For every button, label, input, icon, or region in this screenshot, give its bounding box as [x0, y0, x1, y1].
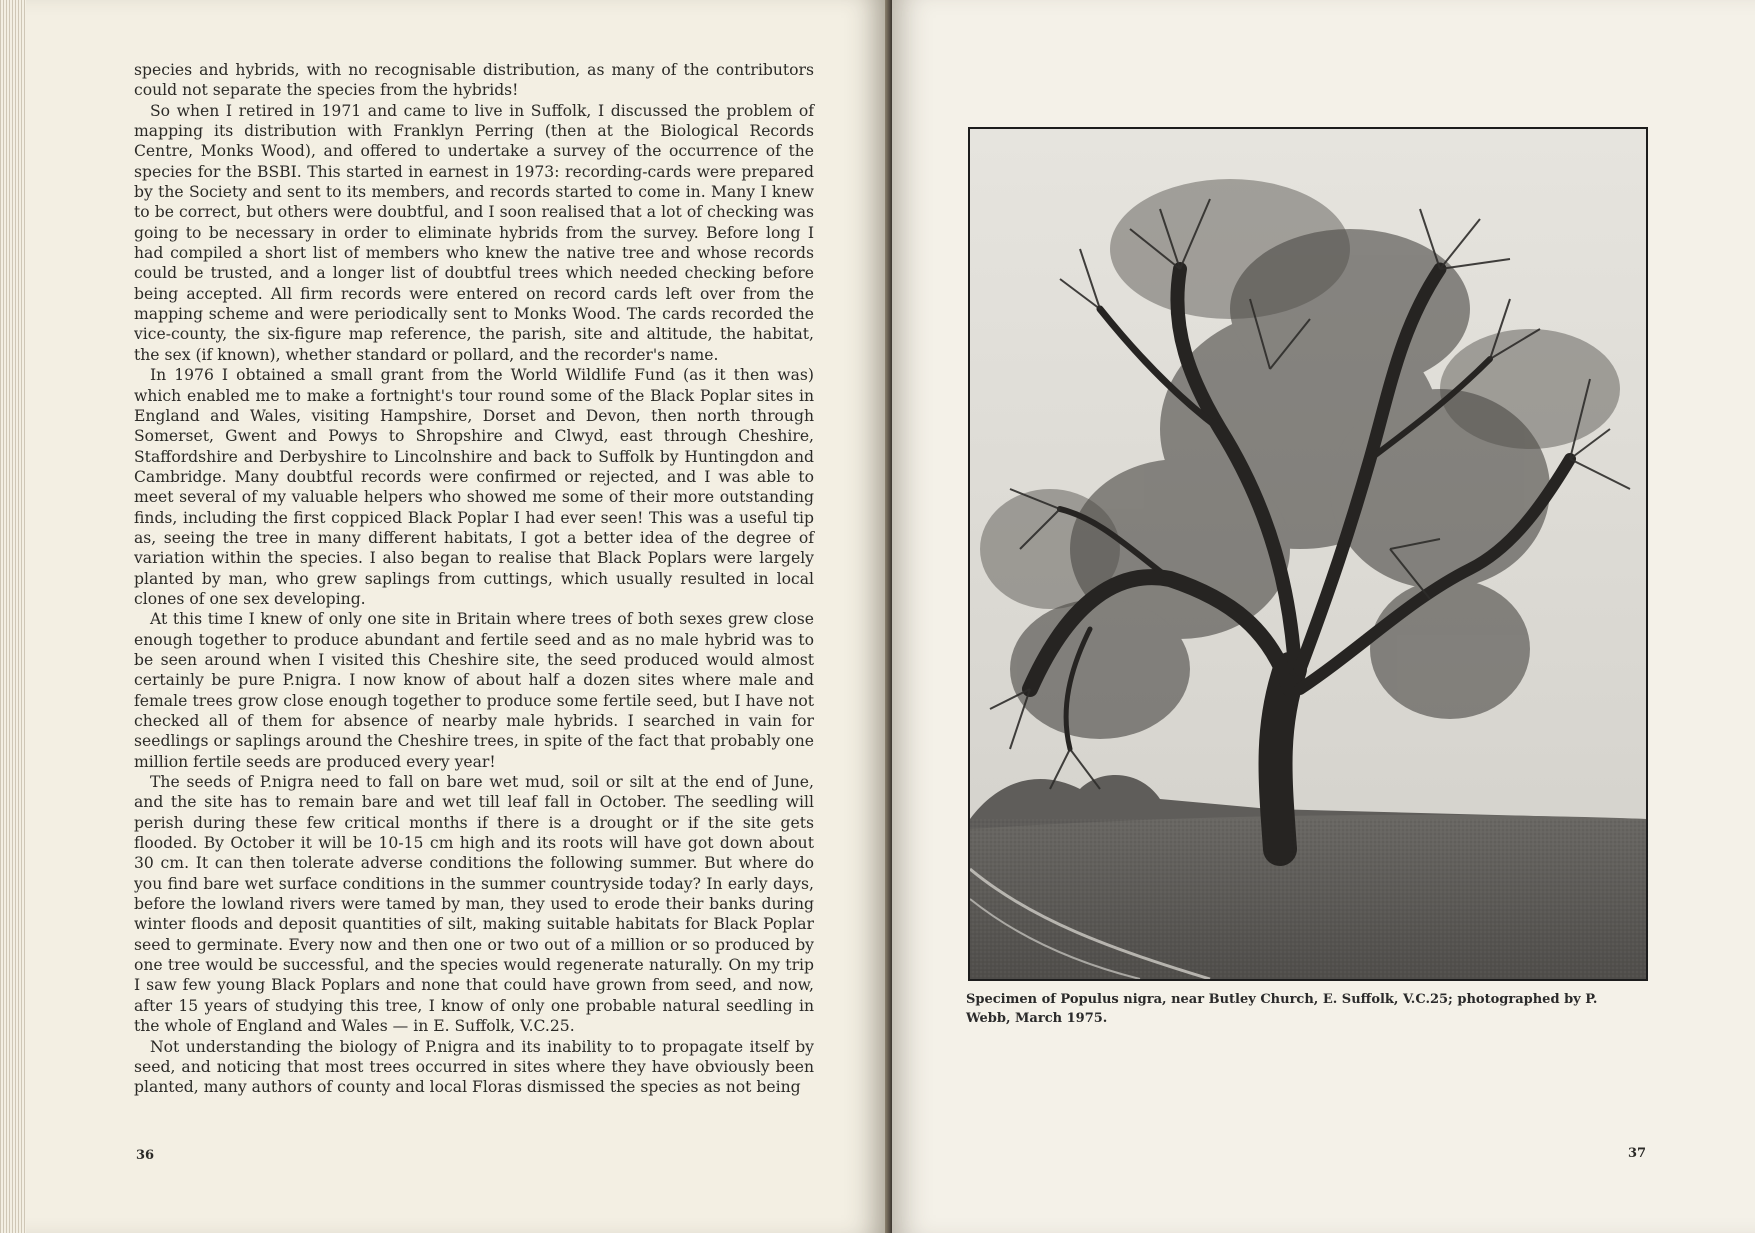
body-text	[134, 60, 814, 1098]
book-gutter	[885, 0, 892, 1233]
paragraph: species and hybrids, with no recognisable distribution, as many of the contributors could not separate the species from the hybrids!	[134, 61, 814, 100]
page-edges	[0, 0, 26, 1233]
paragraph: Not understanding the biology of P.nigra and its inability to to propagate itself by seed, and noticing that most trees occurred in sites where they have obviously been planted, many authors of county and local Floras dismissed the species as not being	[134, 1037, 814, 1097]
tree-photograph	[968, 127, 1648, 981]
paragraph: In 1976 I obtained a small grant from the World Wildlife Fund (as it then was) which enabled me to make a fortnight's tour round some of the Black Poplar sites in England and Wales, visiting Hampshire, Dorset and Devon, then north through Somerset, Gwent and Powys to Shropshire and Clwyd, east through Cheshire, Staffordshire and Derbyshire to Lincolnshire and back to Suffolk by Huntingdon and Cambridge. Many doubtful records were confirmed or rejected, and I was able to meet several of my valuable helpers who showed me some of their more outstanding finds, including the first coppiced Black Poplar I had ever seen! This was a useful tip as, seeing the tree in many different habitats, I got a better idea of the degree of variation within the species. I also began to realise that Black Poplars were largely planted by man, who grew saplings from cuttings, which usually resulted in local clones of one sex developing.	[134, 366, 814, 608]
page-number: 37	[1628, 1146, 1647, 1161]
photo-caption: Specimen of Populus nigra, near Butley Church, E. Suffolk, V.C.25; photographed by P. Webb, March 1975.	[966, 992, 1598, 1026]
paragraph: So when I retired in 1971 and came to live in Suffolk, I discussed the problem of mapping its distribution with Franklyn Perring (then at the Biological Records Centre, Monks Wood), and offered to undertake a survey of the occurrence of the species for the BSBI. This started in earnest in 1973: recording-cards were prepared by the Society and sent to its members, and records started to come in. Many I knew to be correct, but others were doubtful, and I soon realised that a lot of checking was going to be necessary in order to eliminate hybrids from the survey. Before long I had compiled a short list of members who knew the native tree and whose records could be trusted, and a longer list of doubtful trees which needed checking before being accepted. All firm records were entered on record cards left over from the mapping scheme and were periodically sent to Monks Wood. The cards recorded the vice-county, the six-figure map reference, the parish, site and altitude, the habitat, the sex (if known), whether standard or pollard, and the recorder's name.	[134, 101, 814, 364]
paragraph: The seeds of P.nigra need to fall on bare wet mud, soil or silt at the end of June, and the site has to remain bare and wet till leaf fall in October. The seedling will perish during these few critical months if there is a drought or if the site gets flooded. By October it will be 10-15 cm high and its roots will have got down about 30 cm. It can then tolerate adverse conditions the following summer. But where do you find bare wet surface conditions in the summer countryside today? In early days, before the lowland rivers were tamed by man, they used to erode their banks during winter floods and deposit quantities of silt, making suitable habitats for Black Poplar seed to germinate. Every now and then one or two out of a million or so produced by one tree would be successful, and the species would regenerate naturally. On my trip I saw few young Black Poplars and none that could have grown from seed, and now, after 15 years of studying this tree, I know of only one probable natural seedling in the whole of England and Wales — in E. Suffolk, V.C.25.	[134, 773, 814, 1036]
page-number: 36	[136, 1148, 155, 1163]
paragraph: At this time I knew of only one site in Britain where trees of both sexes grew close enough together to produce abundant and fertile seed and as no male hybrid was to be seen around when I visited this Cheshire site, the seed produced would almost certainly be pure P.nigra. I now know of about half a dozen sites where male and female trees grow close enough together to produce some fertile seed, but I have not checked all of them for absence of nearby male hybrids. I searched in vain for seedlings or saplings around the Cheshire trees, in spite of the fact that probably one million fertile seeds are produced every year!	[134, 610, 814, 771]
